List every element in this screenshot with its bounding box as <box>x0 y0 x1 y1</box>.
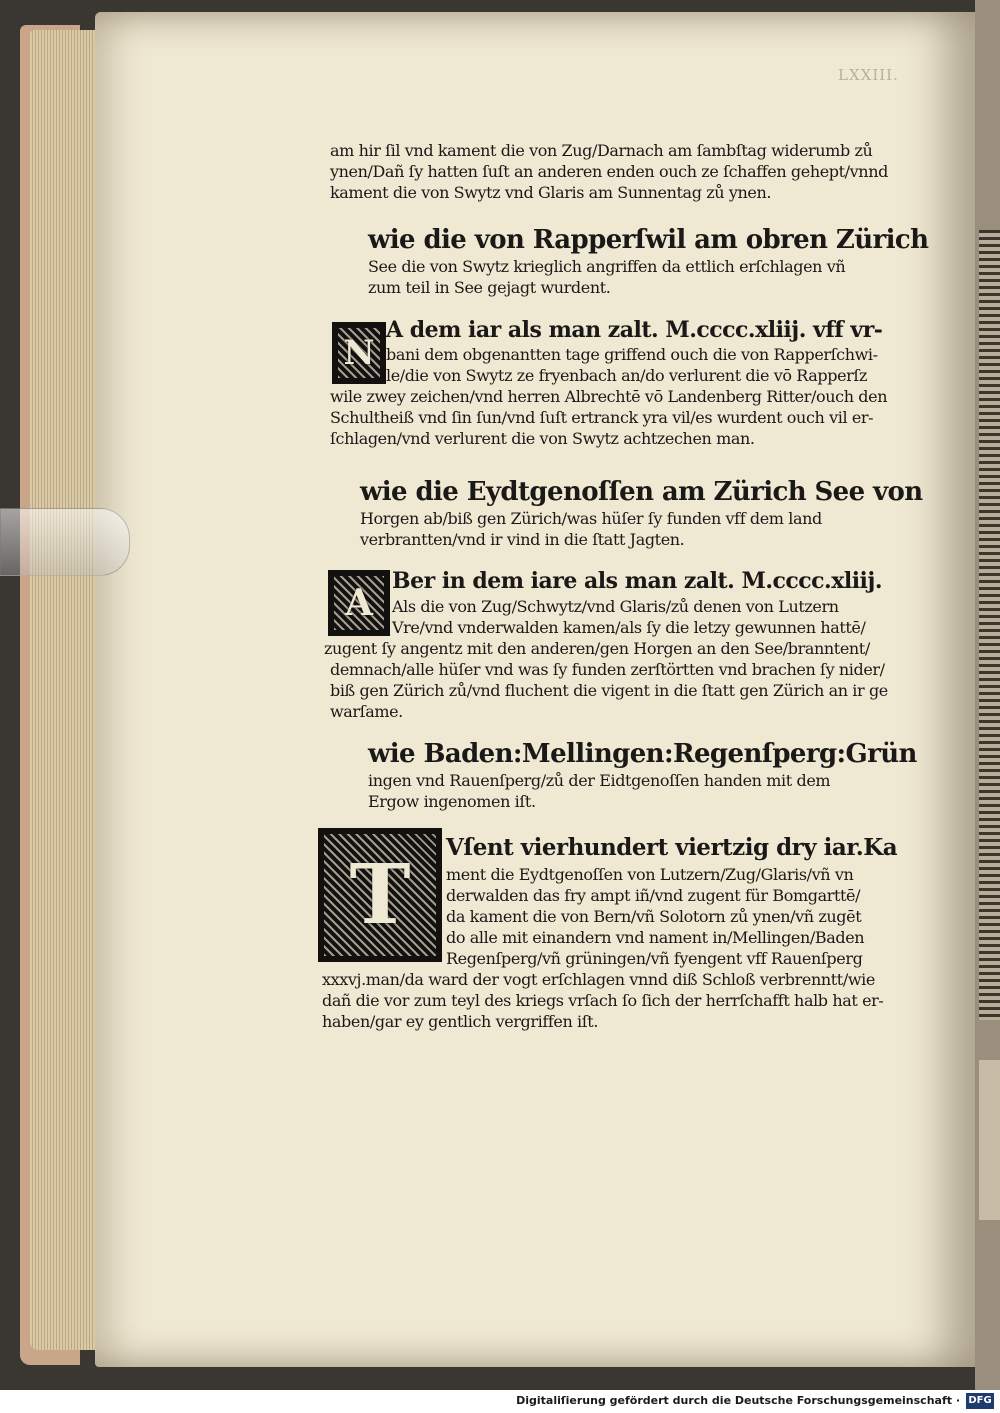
text-line: warſame. <box>330 702 403 721</box>
body-paragraph-horgen <box>324 566 910 722</box>
heading-text: wie Baden:Mellingen:Regenſperg:Grün <box>368 739 917 769</box>
facing-page-edge <box>975 0 1000 1390</box>
initial-letter: T <box>349 847 411 943</box>
text-line: kament die von Swytz vnd Glaris am Sunnentag zů ynen. <box>330 183 772 202</box>
facing-page-text-fragment <box>979 1060 1000 1220</box>
initial-letter: N <box>343 333 375 373</box>
text-line: Als die von Zug/Schwytz/vnd Glaris/zů denen von Lutzern <box>392 597 839 616</box>
text-line: wile zwey zeichen/vnd herren Albrechtē vō Landenberg Ritter/ouch den <box>330 387 888 406</box>
text-line: demnach/alle hüſer vnd was ſy funden zerſtörtten vnd brachen ſy nider/ <box>330 660 885 679</box>
paragraph-first-line: Vſent vierhundert viertzig dry iar.Ka <box>446 834 898 861</box>
heading-line: ingen vnd Rauenſperg/zů der Eidtgenoſſen handen mit dem <box>368 771 831 790</box>
chapter-heading-rapperswil <box>368 224 948 298</box>
text-line: am hir ſil vnd kament die von Zug/Darnach am ſambſtag widerumb zů <box>330 141 873 160</box>
footer-bar <box>0 1390 1000 1413</box>
funding-credit: Digitaliſierung gefördert durch die Deutsche Forschungsgemeinschaft · <box>516 1394 960 1407</box>
heading-text: wie die Eydtgenoſſen am Zürich See von <box>360 477 923 507</box>
text-line: ynen/Dañ ſy hatten ſuſt an anderen enden ouch ze ſchaffen gehept/vnnd <box>330 162 888 181</box>
body-paragraph-rapperswil <box>330 316 910 449</box>
text-line: bani dem obgenantten tage griffend ouch die von Rapperſchwi- <box>386 345 878 364</box>
body-paragraph-baden <box>322 832 902 1032</box>
facing-page-woodcut <box>979 230 1000 1020</box>
text-line: ſchlagen/vnd verlurent die von Swytz achtzechen man. <box>330 429 755 448</box>
heading-line: Horgen ab/biß gen Zürich/was hüſer ſy funden vff dem land <box>360 509 822 528</box>
heading-line: See die von Swytz krieglich angriffen da ettlich erſchlagen vñ <box>368 257 846 276</box>
heading-line: verbrantten/vnd ir vind in die ſtatt Jagten. <box>360 530 685 549</box>
text-line: xxxvj.man/da ward der vogt erſchlagen vnnd diß Schloß verbrenntt/wie <box>322 970 875 989</box>
paragraph-first-line: Ber in dem iare als man zalt. M.cccc.xliij. <box>392 568 883 594</box>
text-line: derwalden das fry ampt iñ/vnd zugent für Bomgarttē/ <box>446 886 861 905</box>
page-holder-clip <box>0 508 130 576</box>
text-line: da kament die von Bern/vñ Solotorn zů ynen/vñ zugēt <box>446 907 862 926</box>
paragraph-first-line: A dem iar als man zalt. M.cccc.xliij. vff vr- <box>386 317 883 343</box>
initial-letter: A <box>345 582 373 624</box>
chapter-heading-baden <box>368 738 948 812</box>
chapter-heading-horgen <box>360 476 940 550</box>
folio-number: LXXIII. <box>838 66 899 84</box>
section-intro <box>330 140 910 203</box>
text-line: le/die von Swytz ze fryenbach an/do verlurent die vō Rapperſz <box>386 366 867 385</box>
text-line: haben/gar ey gentlich vergriffen iſt. <box>322 1012 599 1031</box>
heading-text: wie die von Rapperſwil am obren Zürich <box>368 225 929 255</box>
text-line: do alle mit einandern vnd nament in/Mellingen/Baden <box>446 928 865 947</box>
heading-line: zum teil in See gejagt wurdent. <box>368 278 611 297</box>
text-line: biß gen Zürich zů/vnd fluchent die vigent in die ſtatt gen Zürich an ir ge <box>330 681 888 700</box>
heading-line: Ergow ingenomen iſt. <box>368 792 536 811</box>
dfg-logo: DFG <box>966 1393 994 1409</box>
text-line: zugent ſy angentz mit den anderen/gen Horgen an den See/branntent/ <box>324 639 870 658</box>
text-line: Vre/vnd vnderwalden kamen/als ſy die letzy gewunnen hattē/ <box>392 618 866 637</box>
text-line: ment die Eydtgenoſſen von Lutzern/Zug/Glaris/vñ vn <box>446 865 854 884</box>
text-line: Regenſperg/vñ grüningen/vñ fyengent vff Rauenſperg <box>446 949 863 968</box>
text-line: dañ die vor zum teyl des kriegs vrſach ſo ſich der herrſchafft halb hat er- <box>322 991 884 1010</box>
text-line: Schultheiß vnd ſin ſun/vnd ſuſt ertranck yra vil/es wurdent ouch vil er- <box>330 408 874 427</box>
